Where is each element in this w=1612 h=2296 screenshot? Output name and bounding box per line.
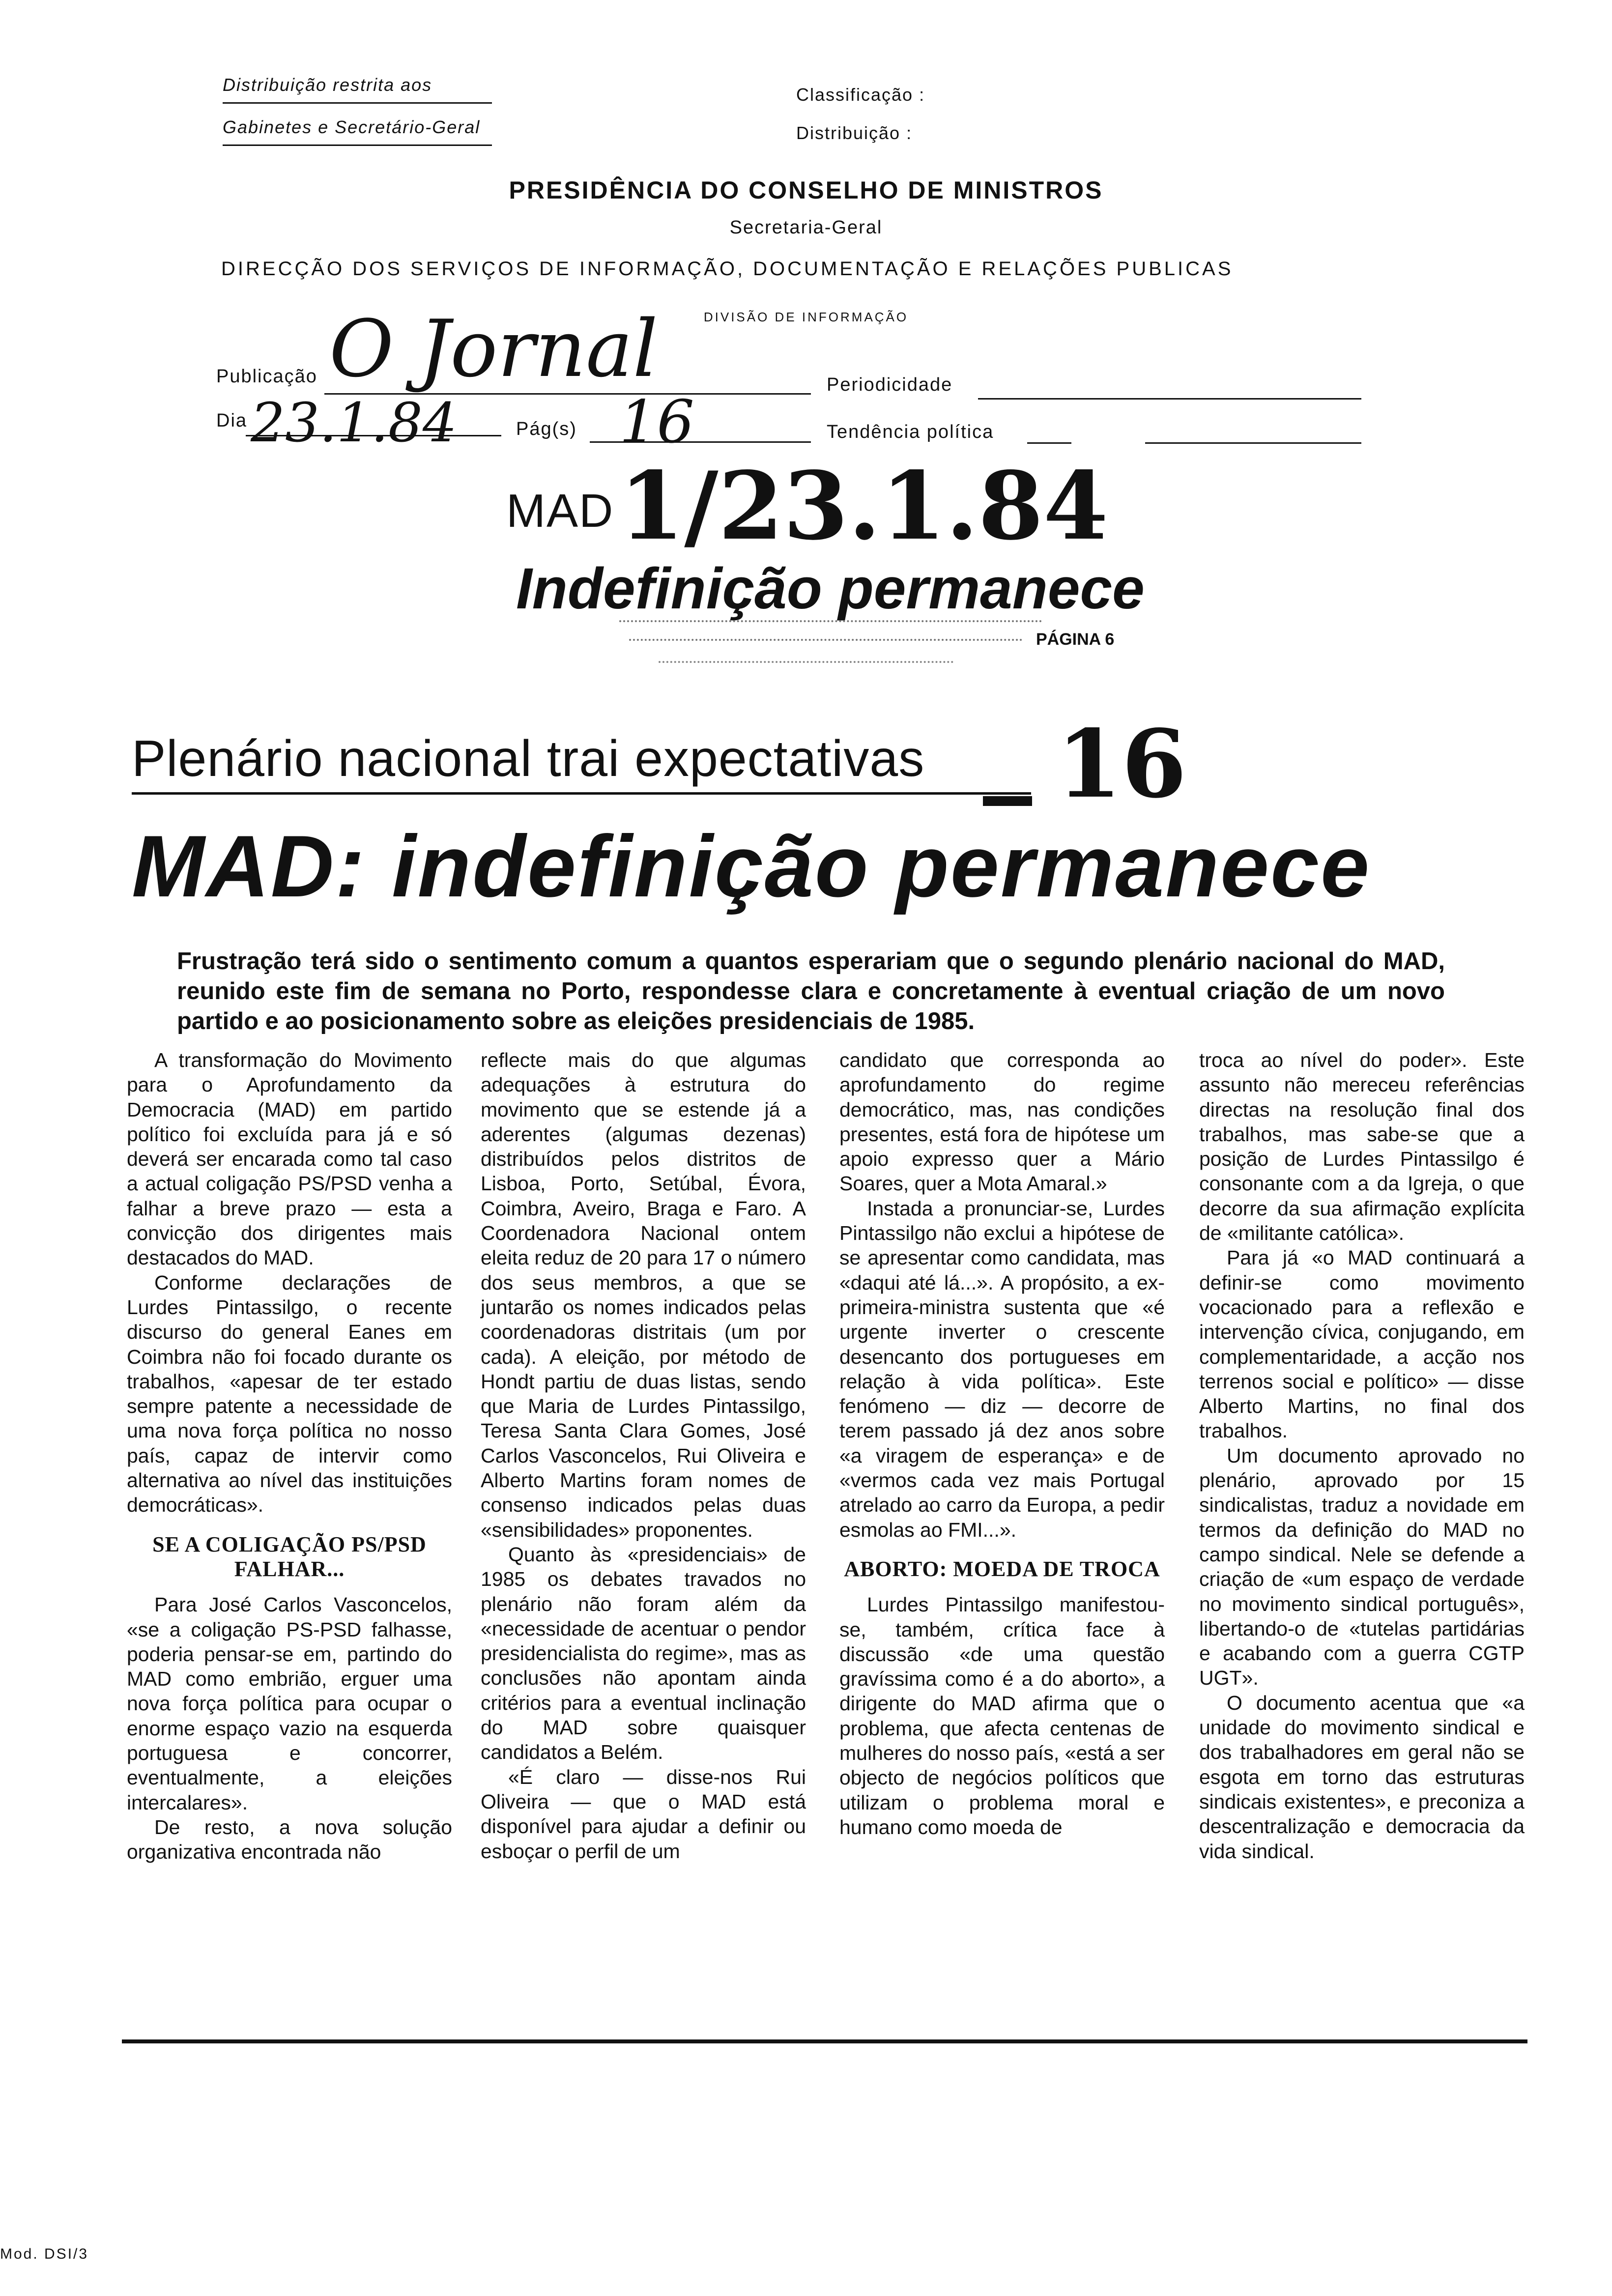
col1-paragraph-1: A transformação do Movimento para o Aprofundamento da Democracia (MAD) em partido político foi excluída para já e só deverá ser encarada como tal caso a actual coligação PS/PSD venha a falhar a breve prazo — esta a convicção dos dirigentes mais destacados do MAD. xyxy=(127,1049,452,1269)
kicker-pen-mark xyxy=(983,796,1032,806)
article-lead: Frustração terá sido o sentimento comum a quantos esperariam que o segundo plenário nacional do MAD, reunido este fim de semana no Porto, respondesse clara e concretamente à eventual criação de um novo partido e ao posicionamento sobre as eleições presidenciais de 1985. xyxy=(177,948,1445,1034)
col1-paragraph-4: De resto, a nova solução organizativa encontrada não xyxy=(127,1815,452,1864)
col4-paragraph-2: Para já «o MAD continuará a definir-se como movimento vocacionado para a reflexão e intervenção cívica, conjugando, em complementaridade, a acção nos terrenos social e político» — disse Alberto Martins, no final dos trabalhos. xyxy=(1199,1246,1525,1442)
clip-faded-text-1 xyxy=(619,620,1042,627)
day-label: Dia xyxy=(216,410,248,431)
tendency-line-1 xyxy=(1027,442,1071,444)
article-column-4 xyxy=(1199,1048,1525,1864)
restricted-line-2: Gabinetes e Secretário-Geral xyxy=(223,117,481,137)
publication-handwritten: O Jornal xyxy=(329,303,658,395)
restricted-divider xyxy=(223,102,492,104)
col3-paragraph-3: Lurdes Pintassilgo manifestou-se, também, crítica face à discussão «de uma questão gravíssima como é a do aborto», a dirigente do MAD afirma que o problema, que afecta centenas de mulheres do nosso país, «está a ser objecto de negócios políticos que utilizam o problema moral e humano como moeda de xyxy=(839,1593,1165,1838)
division: DIVISÃO DE INFORMAÇÃO xyxy=(703,310,909,324)
publication-label: Publicação xyxy=(216,366,317,387)
col1-subheading: SE A COLIGAÇÃO PS/PSD FALHAR... xyxy=(152,1532,427,1581)
periodicity-label: Periodicidade xyxy=(827,374,953,395)
direction: DIRECÇÃO DOS SERVIÇOS DE INFORMAÇÃO, DOCUMENTAÇÃO E RELAÇÕES PUBLICAS xyxy=(221,258,1234,280)
col3-paragraph-1: candidato que corresponda ao aprofundamento do regime democrático, mas, nas condições presentes, está fora de hipótese um apoio expresso quer a Mário Soares, quer a Mota Amaral.» xyxy=(839,1049,1165,1195)
classification-label: Classificação : xyxy=(796,85,925,105)
clip-faded-text-3 xyxy=(659,661,953,668)
page-handwritten: 16 xyxy=(619,388,694,457)
article-column-2 xyxy=(481,1048,806,1864)
tendency-line-2 xyxy=(1145,442,1361,444)
col4-paragraph-1: troca ao nível do poder». Este assunto não mereceu referências directas na resolução final dos trabalhos, mas sabe-se que a posição de Lurdes Pintassilgo é consonante com a da Igreja, o que decorre da sua afirmação explícita de «militante católica». xyxy=(1199,1049,1525,1245)
day-line xyxy=(246,435,501,436)
kicker-underline xyxy=(132,792,1031,795)
article-bottom-rule xyxy=(122,2039,1527,2043)
tendency-label: Tendência política xyxy=(827,422,994,442)
article-column-3 xyxy=(839,1048,1165,1839)
org-title: PRESIDÊNCIA DO CONSELHO DE MINISTROS xyxy=(509,176,1103,204)
clip-headline: Indefinição permanece xyxy=(516,556,1145,621)
article-kicker: Plenário nacional trai expectativas xyxy=(132,730,925,787)
restricted-divider-2 xyxy=(223,144,492,146)
col3-subheading: ABORTO: MOEDA DE TROCA xyxy=(844,1556,1160,1581)
col1-paragraph-2: Conforme declarações de Lurdes Pintassilgo, o recente discurso do general Eanes em Coimbra não foi focado durante os trabalhos, «apesar de ter estado sempre patente a necessidade de uma nova força política no nosso país, capaz de intervir como alternativa ao nível das instituições democráticas». xyxy=(127,1271,452,1517)
col2-paragraph-3: «É claro — disse-nos Rui Oliveira — que o MAD está disponível para ajudar a definir ou esboçar o perfil de um xyxy=(481,1765,806,1863)
col2-paragraph-2: Quanto às «presidenciais» de 1985 os debates travados no plenário não foram além da «necessidade de acentuar o pendor presidencialista do regime», mas as conclusões não apontam ainda critérios para a eventual inclinação do MAD sobre quaisquer candidatos a Belém. xyxy=(481,1543,806,1764)
distribution-label: Distribuição : xyxy=(796,123,913,143)
col1-paragraph-3: Para José Carlos Vasconcelos, «se a coligação PS-PSD falhasse, poderia pensar-se em, partindo do MAD como embrião, erguer uma nova força política para ocupar o enorme espaço vazio na esquerda portuguesa e concorrer, eventualmente, a eleições intercalares». xyxy=(127,1593,452,1814)
day-handwritten: 23.1.84 xyxy=(251,391,457,454)
col2-paragraph-1: reflecte mais do que algumas adequações à estrutura do movimento que se estende já a aderentes (algumas dezenas) distribuídos pelos distritos de Lisboa, Porto, Setúbal, Évora, Coimbra, Aveiro, Braga e Faro. A Coordenadora Nacional ontem eleita reduz de 20 para 17 o número dos seus membros, a que se juntarão os nomes indicados pelas coordenadoras distritais (um por cada). A eleição, por método de Hondt partiu de duas listas, sendo que Maria de Lurdes Pintassilgo, Teresa Santa Clara Gomes, José Carlos Vasconcelos, Rui Oliveira e Alberto Martins foram nomes de consenso indicados pelas duas «sensibilidades» proponentes. xyxy=(481,1049,806,1541)
clip-mad-label: MAD xyxy=(506,485,614,537)
page-label: Pág(s) xyxy=(516,419,577,439)
clip-faded-text-2 xyxy=(629,639,1022,646)
clip-handwritten-date: 1/23.1.84 xyxy=(619,451,1108,561)
col3-paragraph-2: Instada a pronunciar-se, Lurdes Pintassilgo não exclui a hipótese de se apresentar como candidata, mas «daqui até lá...». A propósito, a ex-primeira-ministra sustenta que «é urgente inverter o crescente desencanto dos portugueses em relação à vida política». Este fenómeno — diz — decorre de terem passado já dez anos sobre «a viragem de esperança» e de «vermos cada vez mais Portugal atrelado ao carro da Europa, a pedir esmolas ao FMI...». xyxy=(839,1197,1165,1541)
kicker-handwritten: 16 xyxy=(1057,709,1187,819)
secretariat: Secretaria-Geral xyxy=(729,217,883,238)
restricted-line-1: Distribuição restrita aos xyxy=(223,75,432,95)
article-headline: MAD: indefinição permanece xyxy=(132,817,1371,915)
page-line xyxy=(590,441,811,443)
clip-page-ref: PÁGINA 6 xyxy=(1036,630,1115,649)
article-column-1 xyxy=(127,1048,452,1865)
col4-paragraph-3: Um documento aprovado no plenário, aprovado por 15 sindicalistas, traduz a novidade em termos da definição do MAD no campo sindical. Nele se defende a criação de «um espaço de verdade no movimento sindical português», libertando-o de «tutelas partidárias e acabando com a guerra CGTP UGT». xyxy=(1199,1444,1525,1690)
col4-paragraph-4: O documento acentua que «a unidade do movimento sindical e dos trabalhadores em geral não se esgota em torno das estruturas sindicais existentes», e preconiza a descentralização e democracia da vida sindical. xyxy=(1199,1691,1525,1863)
form-code: Mod. DSI/3 xyxy=(0,2246,89,2262)
periodicity-line xyxy=(978,398,1361,400)
